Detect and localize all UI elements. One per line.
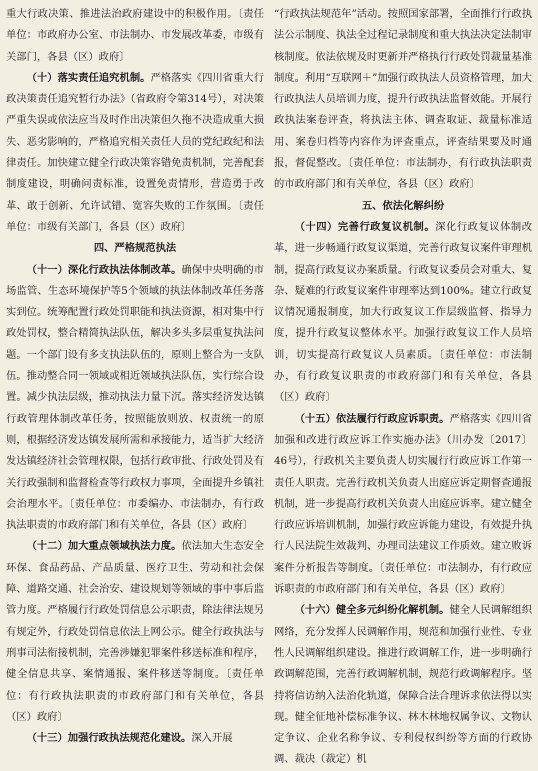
paragraph-text: 深化行政复议体制改革，进一步畅通行政复议渠道，完善行政复议案件审理机制，提高行政复议办案质量。行政复议委员会对重大、复杂、疑难的行政复议案件审理率达到100%。建立行政复议情况通报制度，加大行政复议工作层级监督、指导力度，提升行政复议整体水平。加强行政复议工作人员培训，切实提高行政复议人员素质。〔责任单位：市法制办，有行政复议职责的市政府部门和有关单位，各县（区）政府〕 xyxy=(274,220,533,404)
body-paragraph xyxy=(274,217,532,409)
body-paragraph xyxy=(6,536,264,728)
body-paragraph xyxy=(274,600,532,770)
section-heading: 五、依法化解纠纷 xyxy=(361,199,445,212)
paragraph-text: 严格落实《四川省重大行政决策责任追究暂行办法》（省政府令第314号），对决策严重失误或依法应当及时作出决策但久拖不决造成重大损失、恶劣影响的，严格追究相关责任人员的党纪政纪和法律责任。加快建立健全行政决策容错免责机制，完善配套制度建设，明确问责标准，设置免责情形，营造勇于改革、敢于创新、允许试错、宽容失败的工作氛围。〔责任单位：市级有关部门，各县（区）政府〕 xyxy=(6,71,265,233)
paragraph-text: 确保中央明确的市场监管、生态环境保护等5个领域的执法体制改革任务落实到位。统筹配置行政处罚职能和执法资源，相对集中行政处罚权，整合精简执法队伍，解决多头多层重复执法问题。一个部门设有多支执法队伍的，原则上整合为一支队伍。推动整合同一领域或相近领域执法队伍，实行综合设置。减少执法层级，推动执法力量下沉。落实经济发达镇行政管理体制改革任务，按照能放则放、权责统一的原则，根据经济发达镇发展所需和承接能力，适当扩大经济发达镇经济社会管理权限，包括行政审批、行政处罚及有关行政强制和监督检查等行政权力事项，全面提升乡镇社会治理水平。〔责任单位：市委编办、市法制办，有行政执法职责的市政府部门和有关单位，各县（区）政府〕 xyxy=(6,263,265,532)
body-paragraph xyxy=(274,409,532,601)
body-paragraph xyxy=(274,4,532,196)
left-column xyxy=(6,4,265,745)
paragraph-text: 重大行政决策、推进法治政府建设中的积极作用。〔责任单位：市政府办公室、市法制办、市发展改革委，市级有关部门，各县（区）政府〕 xyxy=(6,8,264,63)
section-heading: 四、严格规范执法 xyxy=(93,242,177,255)
subsection-heading: （十六）健全多元纠纷化解机制。 xyxy=(294,604,450,617)
right-column xyxy=(274,4,533,766)
subsection-heading: （十三）加强行政执法规范化建设。 xyxy=(26,732,192,745)
paragraph-text: 深入开展 xyxy=(191,732,233,745)
subsection-heading: （十四）完善行政复议机制。 xyxy=(294,220,436,233)
body-paragraph xyxy=(6,728,264,749)
subsection-heading: （十五）依法履行行政应诉职责。 xyxy=(294,412,450,425)
body-paragraph xyxy=(6,260,264,537)
paragraph-text: 健全人民调解组织网络，充分发挥人民调解作用，规范和加强行业性、专业性人民调解组织建设。推进行政调解工作，进一步明确行政调解范围，完善行政调解机制，规范行政调解程序。坚持将信访纳入法治化轨道，保障合法合理诉求依法得以实现。健全征地补偿标准争议、林木林地权属争议、文物认定争议、企业名称争议、专利侵权纠纷等方面的行政协调、裁决（裁定）机 xyxy=(274,604,533,766)
paragraph-text: 严格落实《四川省加强和改进行政应诉工作实施办法》（川办发〔2017〕46号），行政机关主要负责人切实履行行政应诉工作第一责任人职责。完善行政机关负责人出庭应诉定期督查通报机制，进一步提高行政机关负责人出庭应诉率。建立健全行政应诉培训机制，加强行政应诉能力建设，有效提升执行人民法院生效裁判、办理司法建议工作质效。建立败诉案件分析报告等制度。〔责任单位：市法制办，有行政应诉职责的市政府部门和有关单位，各县（区）政府〕 xyxy=(274,412,533,596)
body-paragraph xyxy=(6,4,264,68)
paragraph-text: 依法加大生态安全环保、食品药品、产品质量、医疗卫生、劳动和社会保障、道路交通、社会治安、建设规划等领域的事中事后监管力度。严格履行行政处罚信息公示职责，除法律法规另有规定外，行政处罚信息依法上网公示。健全行政执法与刑事司法衔接机制，完善涉嫌犯罪案件移送标准和程序，健全信息共享、案情通报、案件移送等制度。〔责任单位：有行政执法职责的市政府部门和有关单位，各县（区）政府〕 xyxy=(6,540,265,723)
subsection-heading: （十）落实责任追究机制。 xyxy=(26,71,151,84)
paragraph-text: “行政执法规范年”活动。按照国家部署，全面推行行政执法公示制度、执法全过程记录制度和重大执法决定法制审核制度。依法依规及时更新并严格执行行政处罚裁量基准制度。利用“互联网＋”加强行政执法人员资格管理，加大行政执法人员培训力度，提升行政执法监督效能。开展行政执法案卷评查，将执法主体、调查取证、裁量标准适用、案卷归档等内容作为评查重点，评查结果要及时通报，督促整改。〔责任单位：市法制办，有行政执法职责的市政府部门和有关单位，各县（区）政府〕 xyxy=(274,8,532,191)
subsection-heading: （十一）深化行政执法体制改革。 xyxy=(26,263,182,276)
subsection-heading: （十二）加大重点领域执法力度。 xyxy=(26,540,182,553)
body-paragraph xyxy=(6,68,264,238)
